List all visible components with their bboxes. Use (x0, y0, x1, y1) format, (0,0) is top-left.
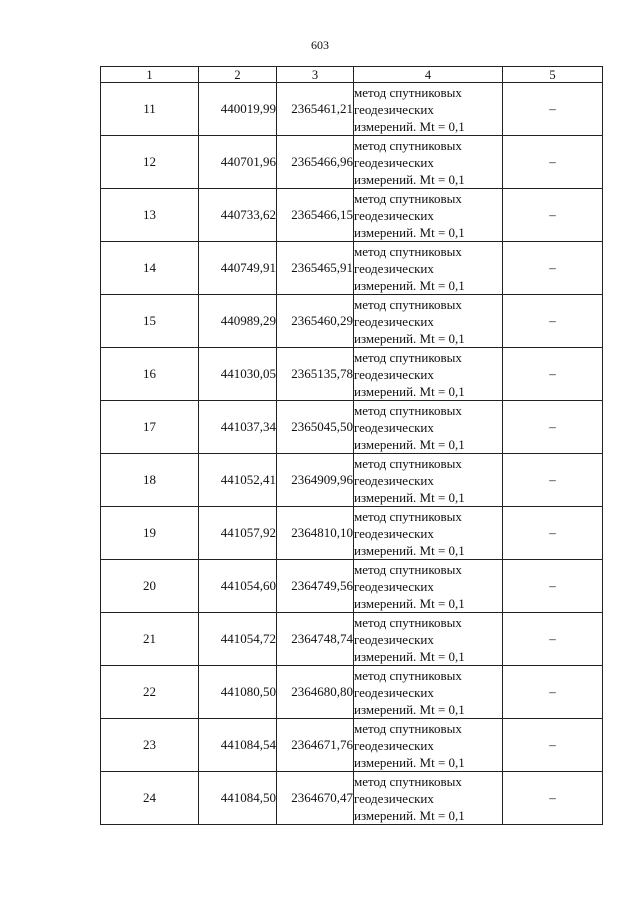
y-coordinate-cell: 2364671,76 (277, 719, 354, 772)
method-line: метод спутниковых (354, 349, 462, 365)
method-line: метод спутниковых (354, 455, 462, 471)
x-coordinate-cell: 440749,91 (199, 242, 277, 295)
method-line: измерений. Mt = 0,1 (354, 489, 465, 505)
method-line: геодезических (354, 313, 434, 329)
point-number-cell: 24 (101, 772, 199, 825)
method-line: метод спутниковых (354, 190, 462, 206)
y-coordinate-cell: 2365460,29 (277, 295, 354, 348)
x-coordinate-cell: 441080,50 (199, 666, 277, 719)
method-line: метод спутниковых (354, 402, 462, 418)
table-body (101, 83, 603, 825)
method-line: геодезических (354, 525, 434, 541)
note-cell: – (503, 242, 603, 295)
y-coordinate-cell: 2365461,21 (277, 83, 354, 136)
note-cell: – (503, 295, 603, 348)
x-coordinate-cell: 441037,34 (199, 401, 277, 454)
method-line: метод спутниковых (354, 720, 462, 736)
x-coordinate-cell: 440701,96 (199, 136, 277, 189)
method-cell (354, 772, 503, 825)
note-cell: – (503, 83, 603, 136)
method-line: метод спутниковых (354, 508, 462, 524)
method-cell (354, 613, 503, 666)
note-cell: – (503, 454, 603, 507)
y-coordinate-cell: 2364748,74 (277, 613, 354, 666)
method-line: метод спутниковых (354, 773, 462, 789)
method-line: измерений. Mt = 0,1 (354, 542, 465, 558)
point-number-cell: 14 (101, 242, 199, 295)
table-row (101, 242, 603, 295)
point-number-cell: 12 (101, 136, 199, 189)
method-line: метод спутниковых (354, 667, 462, 683)
point-number-cell: 16 (101, 348, 199, 401)
x-coordinate-cell: 440989,29 (199, 295, 277, 348)
note-cell: – (503, 136, 603, 189)
method-line: метод спутниковых (354, 614, 462, 630)
method-line: геодезических (354, 260, 434, 276)
method-cell (354, 295, 503, 348)
page-number: 603 (311, 38, 329, 52)
x-coordinate-cell: 441084,50 (199, 772, 277, 825)
note-cell: – (503, 719, 603, 772)
table-row (101, 772, 603, 825)
y-coordinate-cell: 2364909,96 (277, 454, 354, 507)
point-number-cell: 13 (101, 189, 199, 242)
note-cell: – (503, 772, 603, 825)
method-line: измерений. Mt = 0,1 (354, 595, 465, 611)
column-header-5: 5 (503, 67, 603, 83)
y-coordinate-cell: 2365135,78 (277, 348, 354, 401)
note-cell: – (503, 666, 603, 719)
point-number-cell: 23 (101, 719, 199, 772)
note-cell: – (503, 401, 603, 454)
table-row (101, 454, 603, 507)
table-row (101, 507, 603, 560)
note-cell: – (503, 613, 603, 666)
method-line: геодезических (354, 737, 434, 753)
column-header-2: 2 (199, 67, 277, 83)
table-row (101, 613, 603, 666)
point-number-cell: 11 (101, 83, 199, 136)
method-cell (354, 189, 503, 242)
method-line: измерений. Mt = 0,1 (354, 277, 465, 293)
y-coordinate-cell: 2364680,80 (277, 666, 354, 719)
method-cell (354, 401, 503, 454)
column-header-4: 4 (354, 67, 503, 83)
note-cell: – (503, 507, 603, 560)
method-line: метод спутниковых (354, 561, 462, 577)
method-line: геодезических (354, 790, 434, 806)
point-number-cell: 21 (101, 613, 199, 666)
point-number-cell: 20 (101, 560, 199, 613)
table-row (101, 719, 603, 772)
method-line: измерений. Mt = 0,1 (354, 118, 465, 134)
method-cell (354, 348, 503, 401)
x-coordinate-cell: 441030,05 (199, 348, 277, 401)
table-row (101, 295, 603, 348)
method-line: метод спутниковых (354, 137, 462, 153)
column-header-1: 1 (101, 67, 199, 83)
table-row (101, 666, 603, 719)
table-row (101, 560, 603, 613)
method-cell (354, 507, 503, 560)
x-coordinate-cell: 440019,99 (199, 83, 277, 136)
table-row (101, 401, 603, 454)
x-coordinate-cell: 441084,54 (199, 719, 277, 772)
point-number-cell: 15 (101, 295, 199, 348)
column-header-3: 3 (277, 67, 354, 83)
x-coordinate-cell: 441054,60 (199, 560, 277, 613)
y-coordinate-cell: 2365465,91 (277, 242, 354, 295)
method-cell (354, 136, 503, 189)
note-cell: – (503, 348, 603, 401)
x-coordinate-cell: 440733,62 (199, 189, 277, 242)
method-line: геодезических (354, 631, 434, 647)
coordinates-table (100, 66, 603, 825)
y-coordinate-cell: 2365045,50 (277, 401, 354, 454)
method-line: измерений. Mt = 0,1 (354, 807, 465, 823)
point-number-cell: 17 (101, 401, 199, 454)
method-line: метод спутниковых (354, 243, 462, 259)
x-coordinate-cell: 441054,72 (199, 613, 277, 666)
method-line: метод спутниковых (354, 84, 462, 100)
method-line: геодезических (354, 366, 434, 382)
method-line: метод спутниковых (354, 296, 462, 312)
point-number-cell: 19 (101, 507, 199, 560)
point-number-cell: 22 (101, 666, 199, 719)
method-cell (354, 666, 503, 719)
method-line: измерений. Mt = 0,1 (354, 171, 465, 187)
y-coordinate-cell: 2364670,47 (277, 772, 354, 825)
method-line: геодезических (354, 154, 434, 170)
method-line: измерений. Mt = 0,1 (354, 330, 465, 346)
table-row (101, 348, 603, 401)
y-coordinate-cell: 2365466,15 (277, 189, 354, 242)
method-line: измерений. Mt = 0,1 (354, 754, 465, 770)
y-coordinate-cell: 2364810,10 (277, 507, 354, 560)
method-line: геодезических (354, 578, 434, 594)
method-line: измерений. Mt = 0,1 (354, 648, 465, 664)
y-coordinate-cell: 2365466,96 (277, 136, 354, 189)
method-line: геодезических (354, 684, 434, 700)
table-row (101, 189, 603, 242)
method-cell (354, 454, 503, 507)
method-cell (354, 83, 503, 136)
method-line: измерений. Mt = 0,1 (354, 701, 465, 717)
table-header-row (101, 67, 603, 83)
method-line: геодезических (354, 419, 434, 435)
method-cell (354, 719, 503, 772)
method-line: измерений. Mt = 0,1 (354, 436, 465, 452)
method-line: измерений. Mt = 0,1 (354, 383, 465, 399)
method-cell (354, 242, 503, 295)
point-number-cell: 18 (101, 454, 199, 507)
table-row (101, 136, 603, 189)
note-cell: – (503, 189, 603, 242)
x-coordinate-cell: 441052,41 (199, 454, 277, 507)
method-line: измерений. Mt = 0,1 (354, 224, 465, 240)
x-coordinate-cell: 441057,92 (199, 507, 277, 560)
table-row (101, 83, 603, 136)
method-cell (354, 560, 503, 613)
y-coordinate-cell: 2364749,56 (277, 560, 354, 613)
method-line: геодезических (354, 472, 434, 488)
method-line: геодезических (354, 101, 434, 117)
method-line: геодезических (354, 207, 434, 223)
note-cell: – (503, 560, 603, 613)
